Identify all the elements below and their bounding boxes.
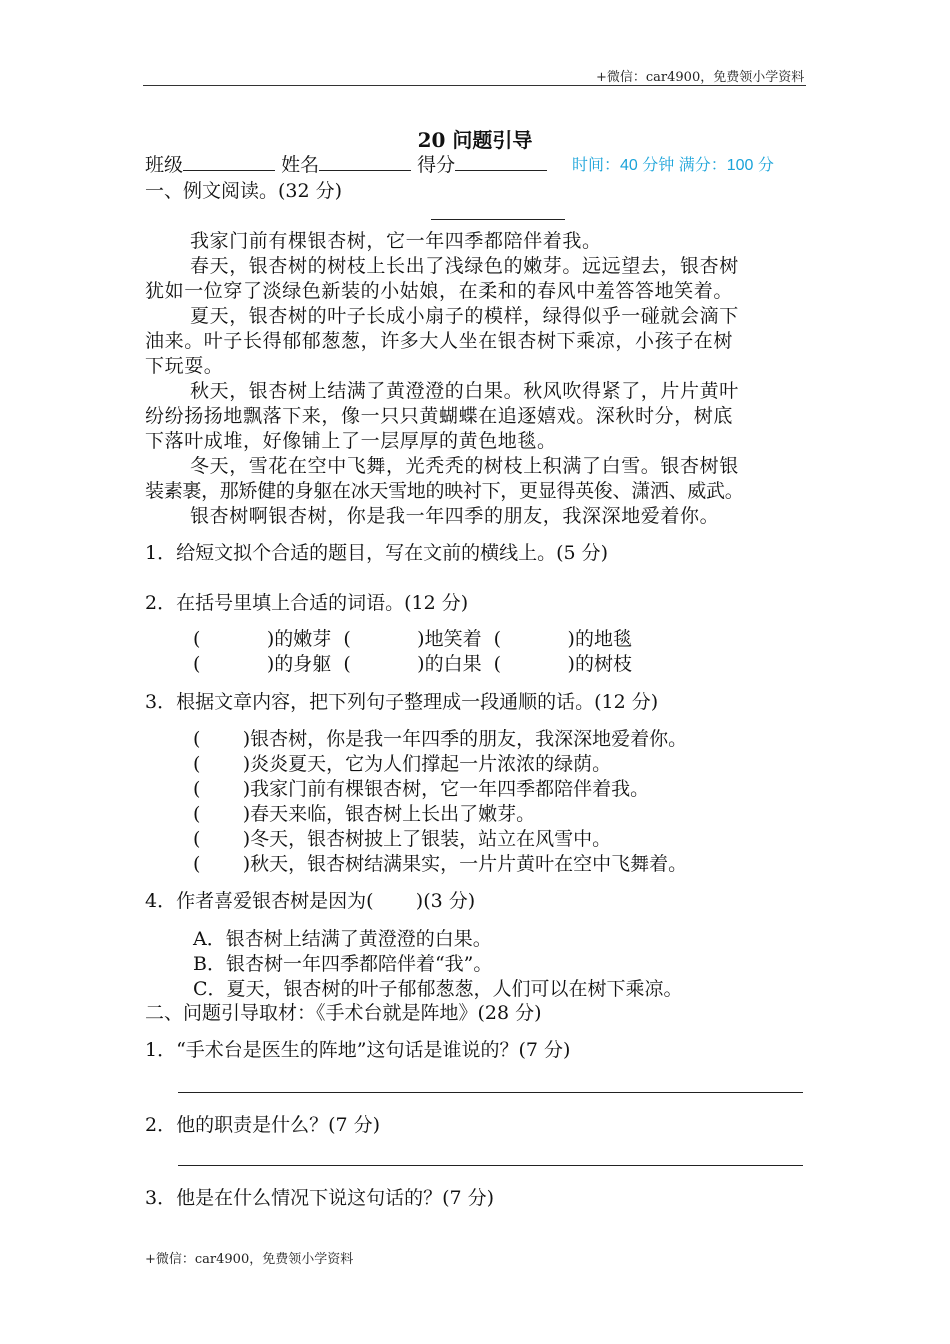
s2-answer-line-2[interactable] <box>178 1165 803 1166</box>
header-rule <box>143 85 806 86</box>
passage-line: 银杏树啊银杏树，你是我一年四季的朋友，我深深地爱着你。 <box>190 505 720 527</box>
q4-option-b[interactable]: B．银杏树一年四季都陪伴着“我”。 <box>193 953 493 975</box>
s2-answer-line-1[interactable] <box>178 1092 803 1093</box>
s2-question-1: 1．“手术台是医生的阵地”这句话是谁说的？(7 分) <box>145 1039 571 1061</box>
passage-line: 下玩耍。 <box>145 355 224 377</box>
section2-points: (28 分) <box>477 1002 542 1024</box>
info-row <box>145 150 547 177</box>
score-input[interactable] <box>455 152 547 171</box>
section2-heading <box>145 998 542 1025</box>
s2-question-3: 3．他是在什么情况下说这句话的？(7 分) <box>145 1187 495 1209</box>
q3-sentence[interactable]: ( )炎炎夏天，它为人们撑起一片浓浓的绿荫。 <box>193 753 612 775</box>
section1-points: (32 分) <box>278 180 343 202</box>
passage-line: 夏天，银杏树的叶子长成小扇子的模样，绿得似乎一碰就会滴下 <box>190 305 739 327</box>
passage-line: 我家门前有棵银杏树，它一年四季都陪伴着我。 <box>190 230 602 252</box>
question-3: 3．根据文章内容，把下列句子整理成一段通顺的话。(12 分) <box>145 691 659 713</box>
passage-line: 下落叶成堆，好像铺上了一层厚厚的黄色地毯。 <box>145 430 557 452</box>
q3-sentence[interactable]: ( )冬天，银杏树披上了银装，站立在风雪中。 <box>193 828 612 850</box>
passage-line: 冬天，雪花在空中飞舞，光秃秃的树枝上积满了白雪。银杏树银 <box>190 455 739 477</box>
passage-line: 春天，银杏树的树枝上长出了浅绿色的嫩芽。远远望去，银杏树 <box>190 255 739 277</box>
class-label: 班级 <box>145 154 184 176</box>
section1-heading <box>145 176 342 203</box>
passage-line: 犹如一位穿了淡绿色新装的小姑娘，在柔和的春风中羞答答地笑着。 <box>145 280 734 302</box>
q3-sentence[interactable]: ( )秋天，银杏树结满果实，一片片黄叶在空中飞舞着。 <box>193 853 688 875</box>
q3-sentence[interactable]: ( )银杏树，你是我一年四季的朋友，我深深地爱着你。 <box>193 728 688 750</box>
score-label: 得分 <box>417 154 456 176</box>
section1-heading-text: 一、例文阅读。 <box>145 180 279 202</box>
q4-option-c[interactable]: C．夏天，银杏树的叶子郁郁葱葱，人们可以在树下乘凉。 <box>193 978 683 1000</box>
passage-title-blank[interactable] <box>431 219 565 220</box>
s2-question-2: 2．他的职责是什么？(7 分) <box>145 1114 381 1136</box>
passage-line: 装素裹，那矫健的身躯在冰天雪地的映衬下，更显得英俊、潇洒、威武。 <box>145 480 744 502</box>
passage-line: 秋天，银杏树上结满了黄澄澄的白果。秋风吹得紧了，片片黄叶 <box>190 380 739 402</box>
name-input[interactable] <box>319 152 411 171</box>
passage-line: 纷纷扬扬地飘落下来，像一只只黄蝴蝶在追逐嬉戏。深秋时分，树底 <box>145 405 734 427</box>
q3-sentence[interactable]: ( )我家门前有棵银杏树，它一年四季都陪伴着我。 <box>193 778 650 800</box>
section2-heading-text: 二、问题引导取材：《手术台就是阵地》 <box>145 1002 478 1024</box>
question-2: 2．在括号里填上合适的词语。(12 分) <box>145 592 469 614</box>
time-score-info: 时间：40 分钟 满分：100 分 <box>572 157 774 174</box>
question-4: 4．作者喜爱银杏树是因为( )(3 分) <box>145 890 476 912</box>
question-1: 1．给短文拟个合适的题目，写在文前的横线上。(5 分) <box>145 542 609 564</box>
name-label: 姓名 <box>281 154 320 176</box>
q3-sentence[interactable]: ( )春天来临，银杏树上长出了嫩芽。 <box>193 803 536 825</box>
class-input[interactable] <box>183 152 275 171</box>
page-title: 20 问题引导 <box>417 128 533 152</box>
passage-line: 油来。叶子长得郁郁葱葱，许多大人坐在银杏树下乘凉，小孩子在树 <box>145 330 734 352</box>
q2-blank-row[interactable]: ( )的身躯 ( )的白果 ( )的树枝 <box>193 653 632 675</box>
q4-option-a[interactable]: A．银杏树上结满了黄澄澄的白果。 <box>193 928 492 950</box>
q2-blank-row[interactable]: ( )的嫩芽 ( )地笑着 ( )的地毯 <box>193 628 632 650</box>
footer-note: +微信：car4900，免费领小学资料 <box>145 1252 354 1267</box>
header-note: +微信：car4900，免费领小学资料 <box>596 70 805 85</box>
